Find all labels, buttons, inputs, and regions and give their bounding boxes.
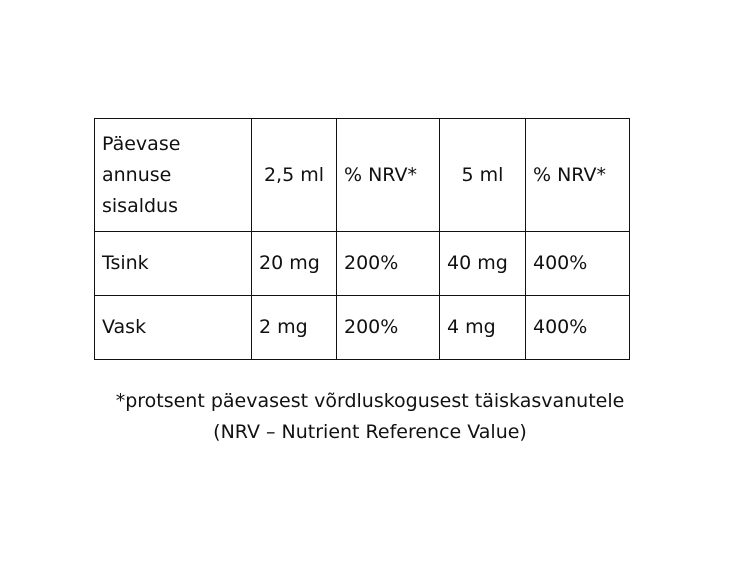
amount-large: 40 mg: [440, 232, 526, 296]
nrv-large: 400%: [526, 296, 630, 360]
nrv-small: 200%: [337, 296, 440, 360]
footnote-line: *protsent päevasest võrdluskogusest täiskasvanutele: [115, 390, 625, 412]
header-nrv-small: % NRV*: [337, 119, 440, 232]
header-label-cell: [95, 119, 252, 232]
header-nrv-large: % NRV*: [526, 119, 630, 232]
amount-small: 2 mg: [252, 296, 337, 360]
header-label-line: Päevase: [102, 132, 181, 155]
footnote-line: (NRV – Nutrient Reference Value): [213, 421, 527, 443]
table-row: [95, 232, 630, 296]
amount-large: 4 mg: [440, 296, 526, 360]
header-label-line: sisaldus: [102, 194, 178, 217]
amount-small: 20 mg: [252, 232, 337, 296]
header-dose-large: 5 ml: [440, 119, 526, 232]
nrv-small: 200%: [337, 232, 440, 296]
footnote: [60, 386, 680, 448]
header-dose-small: 2,5 ml: [252, 119, 337, 232]
header-label-line: annuse: [102, 163, 172, 186]
nutrient-name: Tsink: [95, 232, 252, 296]
table-header-row: [95, 119, 630, 232]
nrv-large: 400%: [526, 232, 630, 296]
nutrition-table: [94, 118, 630, 360]
table-row: [95, 296, 630, 360]
nutrient-name: Vask: [95, 296, 252, 360]
